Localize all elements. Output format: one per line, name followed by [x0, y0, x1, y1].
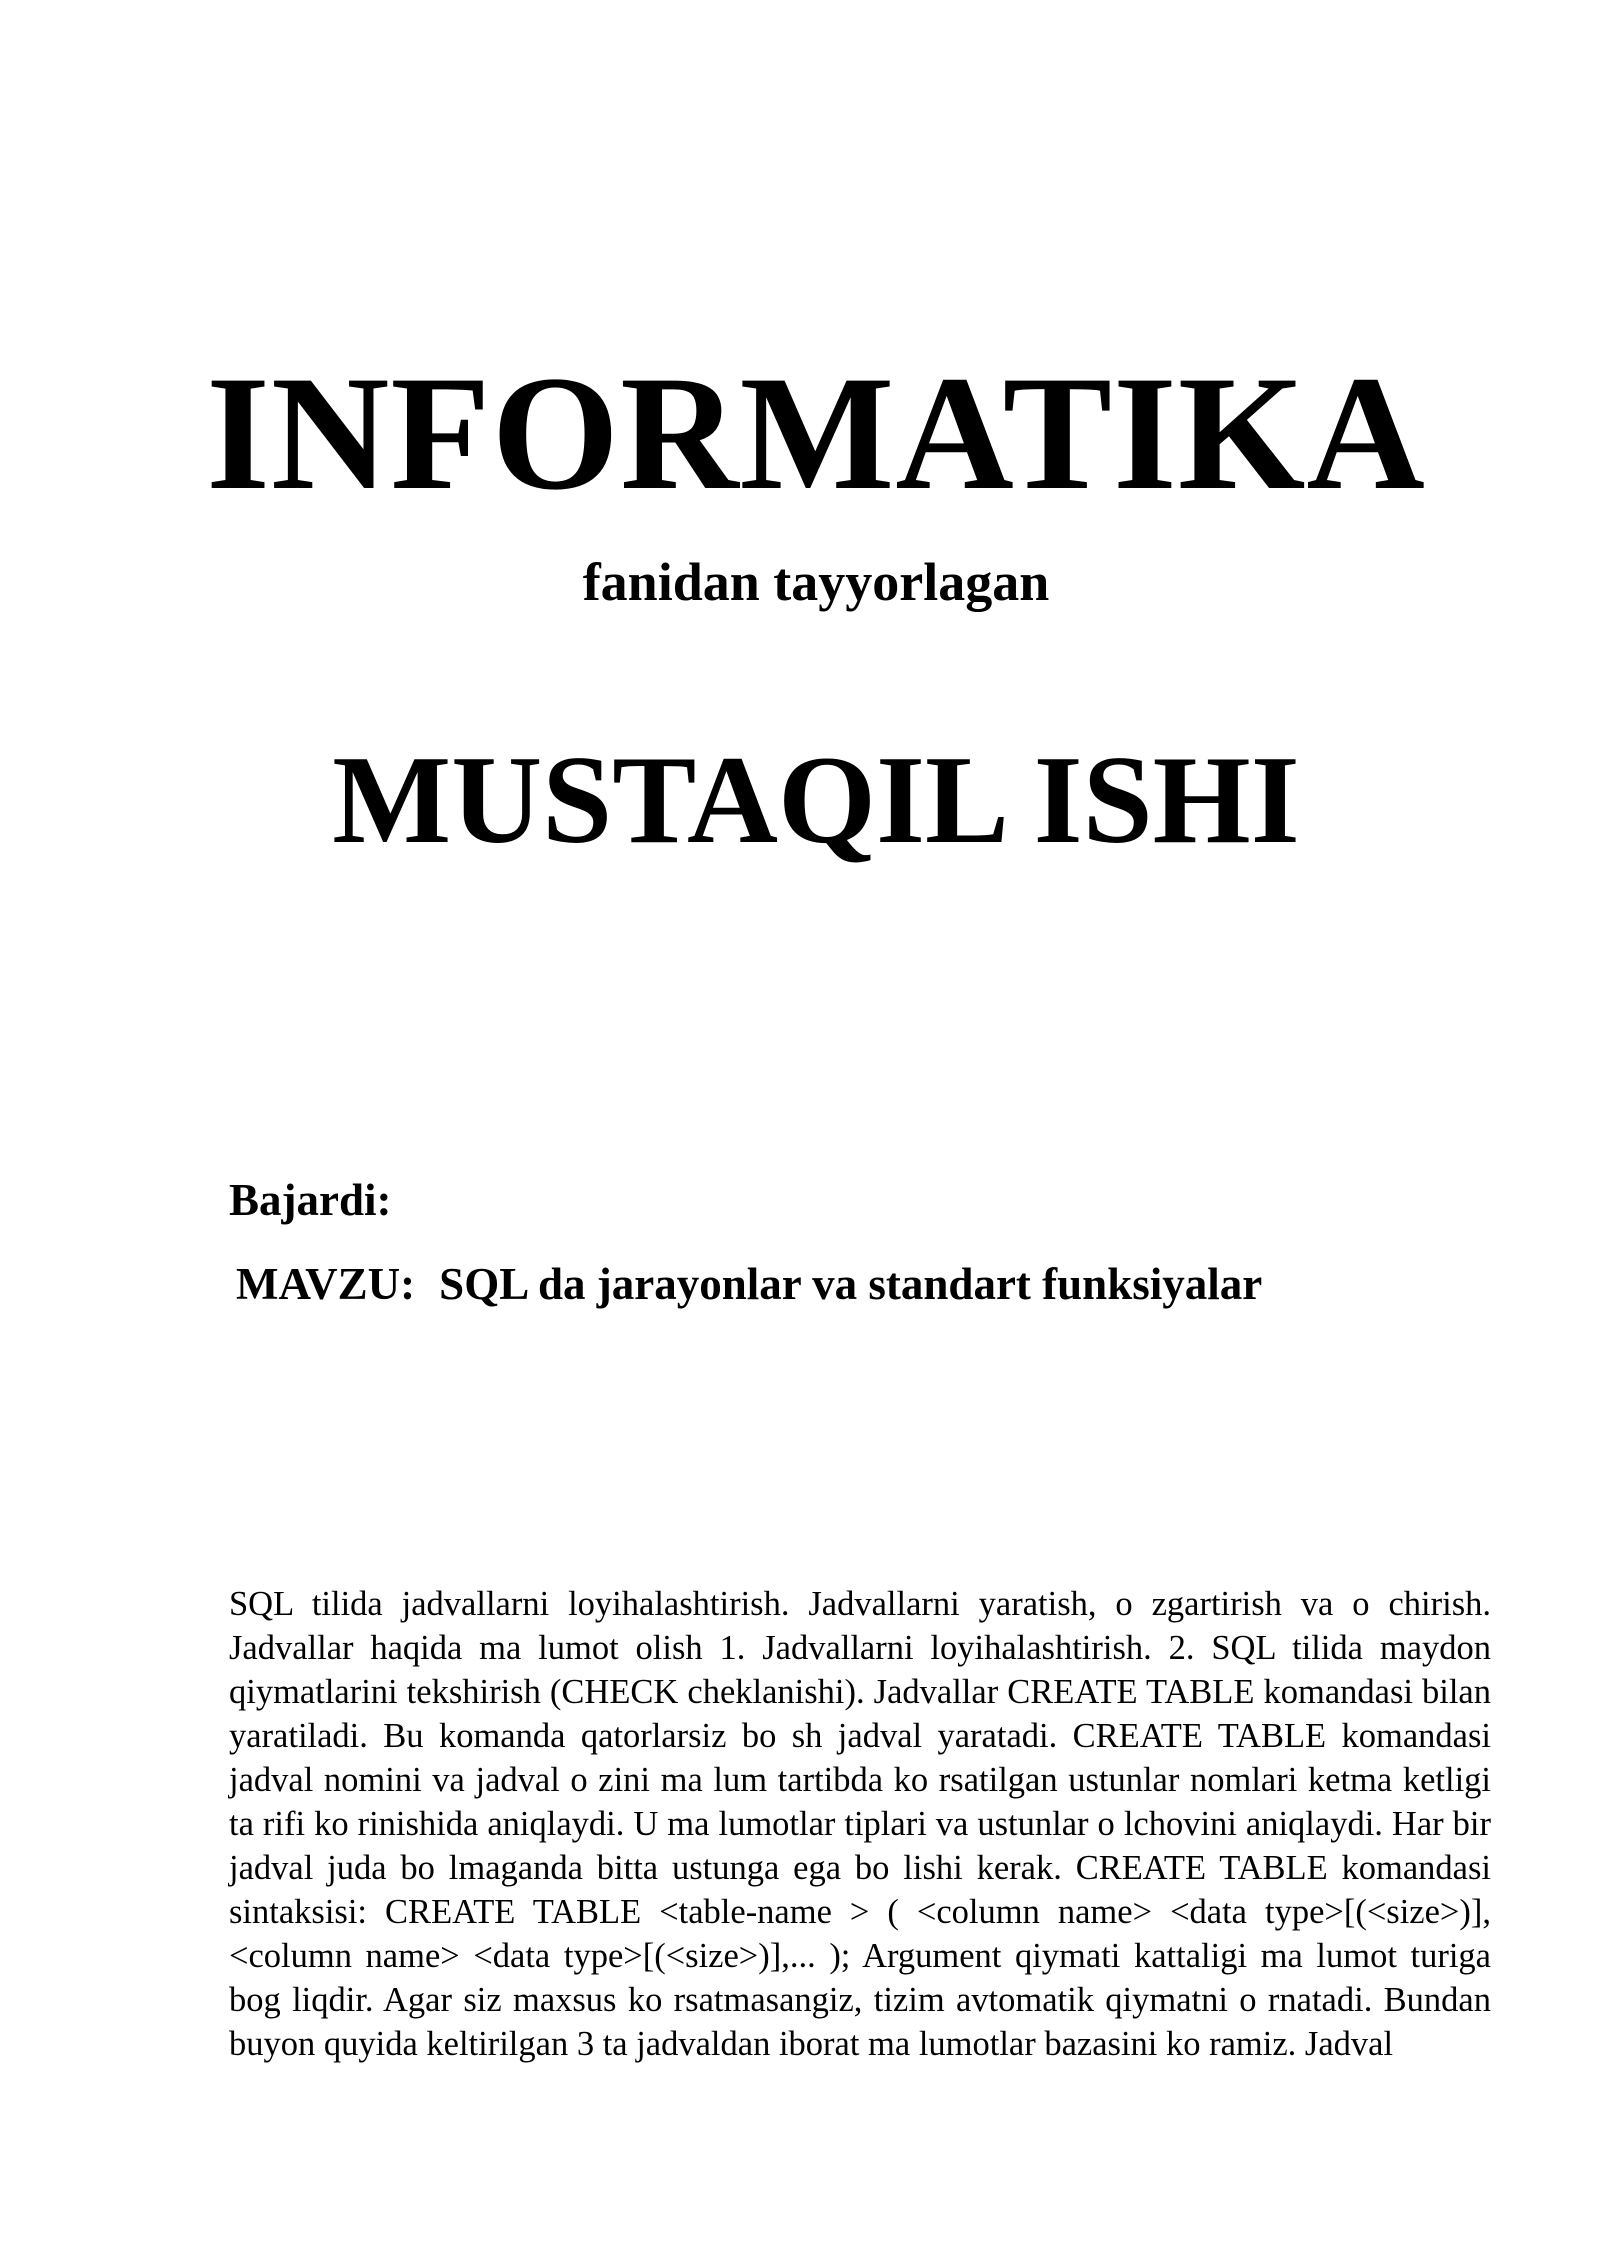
document-subtitle: fanidan tayyorlagan: [582, 552, 1050, 612]
work-title: MUSTAQIL ISHI: [332, 731, 1300, 870]
performer-label: Bajardi:: [229, 1175, 392, 1225]
document-title: INFORMATIKA: [206, 343, 1426, 524]
topic-text: SQL da jarayonlar va standart funksiyalar: [439, 1259, 1263, 1309]
topic-line: [236, 1256, 1262, 1312]
topic-label: MAVZU:: [236, 1259, 416, 1309]
body-paragraph: SQL tilida jadvallarni loyihalashtirish. Jadvallarni yaratish, o zgartirish va o chirish. Jadvallar haqida ma lumot olish 1. Jadvallarni loyihalashtirish. 2. SQL tilida maydon qiymatlarini tekshirish (CHECK cheklanishi). Jadvallar CREATE TABLE komandasi bilan yaratiladi. Bu komanda qatorlarsiz bo sh jadval yaratadi. CREATE TABLE komandasi jadval nomini va jadval o zini ma lum tartibda ko rsatilgan ustunlar nomlari ketma ketligi ta rifi ko rinishida aniqlaydi. U ma lumotlar tiplari va ustunlar o lchovini aniqlaydi. Har bir jadval juda bo lmaganda bitta ustunga ega bo lishi kerak. CREATE TABLE komandasi sintaksisi: CREATE TABLE <table-name > ( <column name> <data type>[(<size>)], <column name> <data type>[(<size>)],... ); Argument qiymati kattaligi ma lumot turiga bog liqdir. Agar siz maxsus ko rsatmasangiz, tizim avtomatik qiymatni o rnatadi. Bundan buyon quyida keltirilgan 3 ta jadvaldan iborat ma lumotlar bazasini ko ramiz. Jadval: [229, 1585, 1491, 2063]
